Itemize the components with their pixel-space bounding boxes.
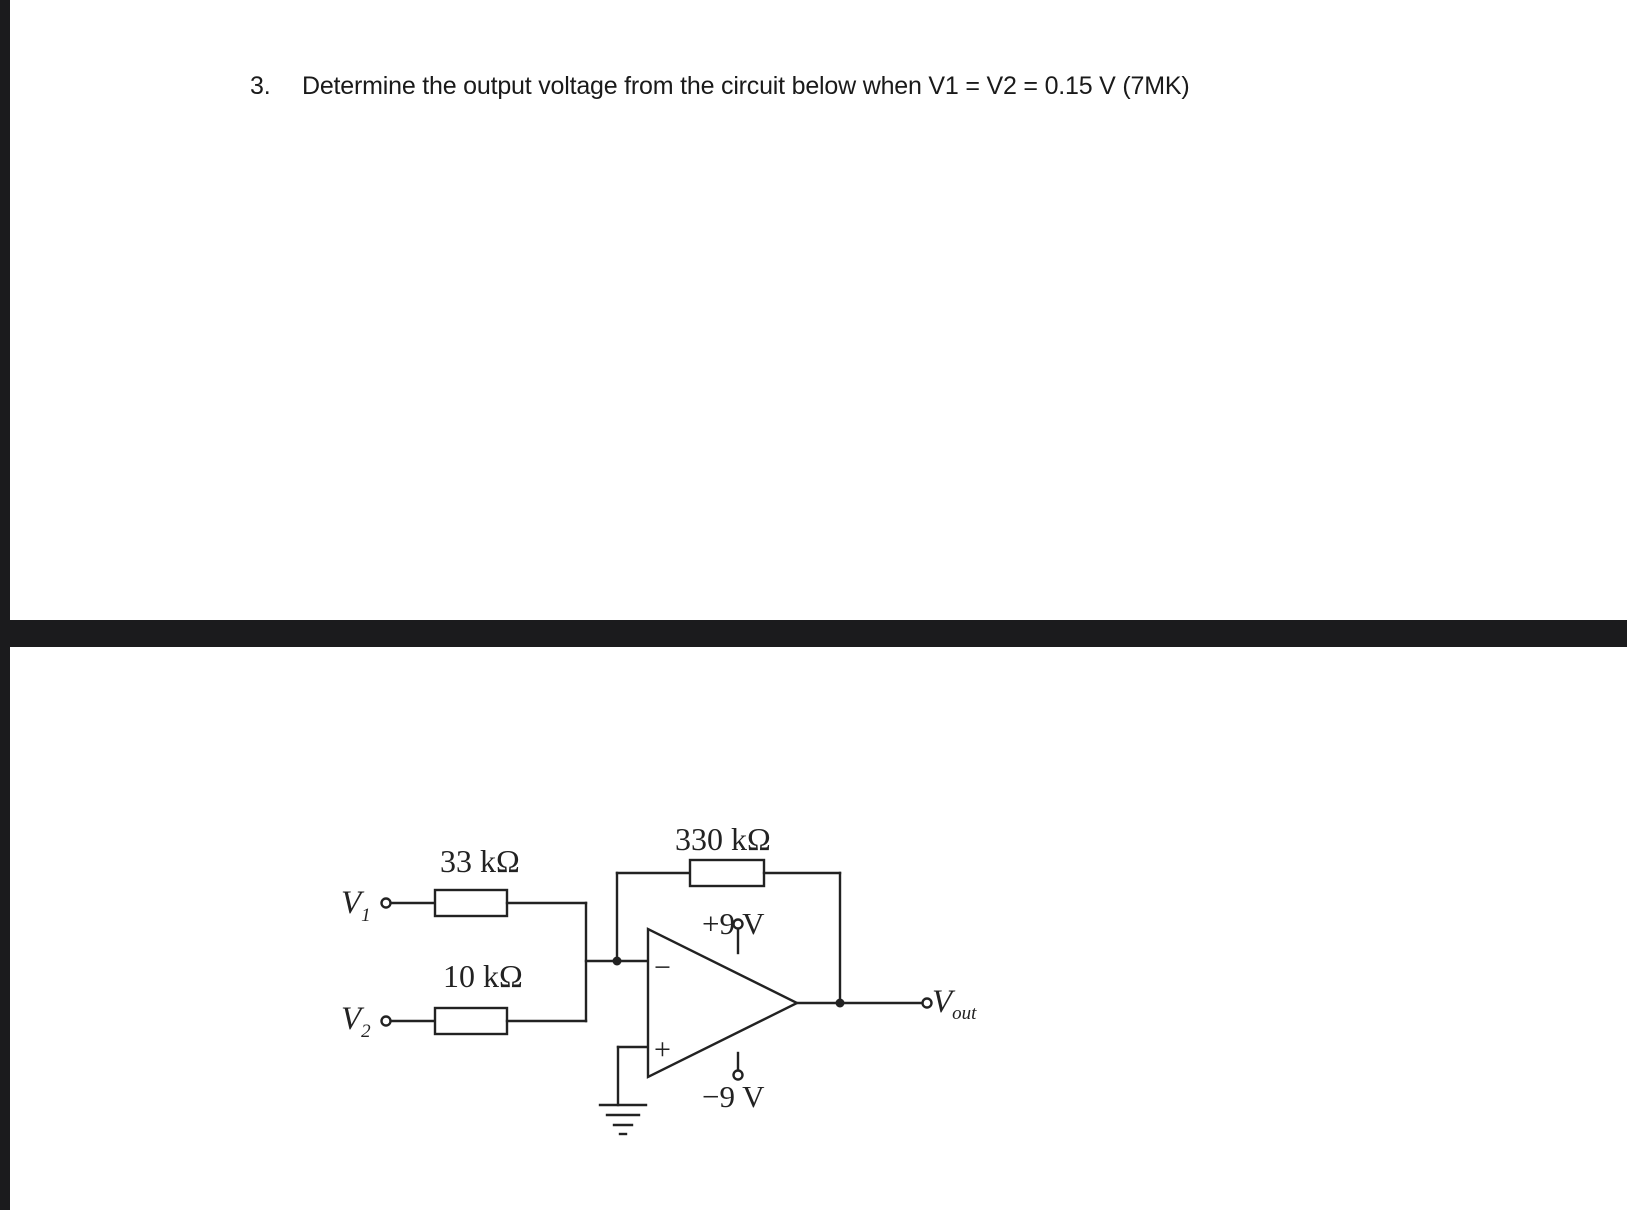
inverting-input-sign: − [654, 951, 671, 984]
v1-terminal [382, 899, 391, 908]
resistor-330k [690, 860, 764, 886]
vout-label: $V_{out}$ [932, 984, 977, 1024]
junction-dot-input [613, 957, 622, 966]
question-3 [250, 72, 1189, 101]
question-number: 3. [250, 72, 271, 100]
vout-terminal [923, 999, 932, 1008]
junction-dot-output [836, 999, 845, 1008]
v2-label: $V_2$ [341, 1001, 371, 1042]
resistor-330k-label: 330 kΩ [675, 821, 771, 857]
v1-label: $V_1$ [341, 885, 371, 926]
document-page-bottom [10, 647, 1627, 1210]
resistor-33k [435, 890, 507, 916]
resistor-10k [435, 1008, 507, 1034]
vneg-label: −9 V [702, 1079, 765, 1114]
question-text: Determine the output voltage from the circuit below when V1 = V2 = 0.15 V (7MK) [302, 72, 1190, 100]
resistor-33k-label: 33 kΩ [440, 843, 520, 879]
noninverting-input-sign: + [654, 1033, 671, 1066]
vpos-label: +9 V [702, 906, 765, 941]
summing-amplifier-circuit [10, 647, 1627, 1210]
v2-terminal [382, 1017, 391, 1026]
resistor-10k-label: 10 kΩ [443, 958, 523, 994]
ground-symbol [600, 1105, 646, 1134]
document-page-top [10, 0, 1627, 620]
